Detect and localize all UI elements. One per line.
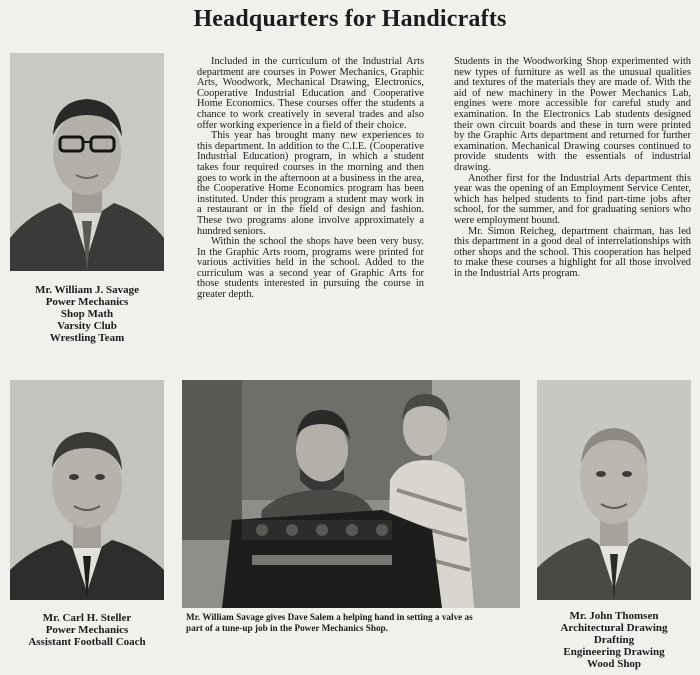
article-column-2 (454, 57, 691, 357)
caption-line: Varsity Club (57, 320, 117, 332)
article-paragraph: Within the school the shops have been very busy. In the Graphic Arts room, programs were printed for various activities held in the school. Added to the curriculum was a second year of Graphic Arts for those students interested in pursuing the course in greater depth. (197, 236, 424, 301)
caption-line: Power Mechanics (45, 296, 129, 308)
article-paragraph: Included in the curriculum of the Industrial Arts department are courses in Power Mechanics, Graphic Arts, Woodwork, Mechanical Drawing, Electronics, Cooperative Industrial Education and Cooperative Home Economics. These courses offer the students a chance to work creatively in several trades and also offer working experience in a field of their choice. (197, 57, 424, 131)
portrait-caption-savage (10, 284, 164, 344)
article-paragraph: Another first for the Industrial Arts department this year was the opening of an Employment Service Center, which has helped students to find part-time jobs after school, for the summer, and for graduating seniors who were employment bound. (454, 172, 691, 226)
group-photo-caption: Mr. William Savage gives Dave Salem a helping hand in setting a valve as part of a tune-up job in the Power Mechanics Shop. (186, 612, 473, 633)
portrait-photo-thomsen (537, 380, 691, 600)
portrait-caption-steller (10, 612, 164, 648)
caption-line: Mr. Carl H. Steller (42, 612, 132, 624)
article-paragraph: This year has brought many new experiences to this department. In addition to the C.I.E. (Cooperative Industrial Education) program, in which a student takes four required courses in the morning and then goes to work in the afternoon at a business in the area, the Cooperative Home Economics program has been instituted. Under this program a student may work in a restaurant or in the field of design and fashion. These two programs alone involve approximately a hundred seniors. (197, 130, 424, 237)
portrait-caption-thomsen (527, 610, 700, 670)
page-title: Headquarters for Handicrafts (193, 6, 507, 32)
caption-line: Engineering Drawing (563, 646, 665, 658)
caption-line: Wrestling Team (49, 332, 125, 344)
shop-group-photo (182, 380, 520, 608)
caption-line: Shop Math (60, 308, 114, 320)
portrait-photo-savage (10, 53, 164, 271)
caption-line: Mr. William J. Savage (35, 284, 139, 296)
article-paragraph: Mr. Simon Reicheg, department chairman, has led this department in a good deal of interrelationships with other shops and the school. This cooperation has helped to make these courses a highlight for all those involved in the Industrial Arts program. (454, 225, 691, 279)
caption-line: Wood Shop (586, 658, 642, 670)
caption-line: Power Mechanics (45, 624, 129, 636)
caption-line: Architectural Drawing (560, 622, 668, 634)
article-column-1 (197, 57, 424, 367)
caption-line: Drafting (593, 634, 635, 646)
caption-line: Mr. John Thomsen (569, 610, 659, 622)
article-paragraph: Students in the Woodworking Shop experimented with new types of furniture as well as the unusual qualities and textures of the materials they are made of. With the aid of new machinery in the Power Mechanics Lab, engines were more accessible for careful study and examination. In the Electronics Lab students designed their own circuit boards and these in turn were printed by the Graphic Arts department and returned for further examination. Mechanical Drawing courses continued to provide students with the essentials of industrial drawing. (454, 57, 691, 173)
portrait-photo-steller (10, 380, 164, 600)
caption-line: Assistant Football Coach (28, 636, 146, 648)
